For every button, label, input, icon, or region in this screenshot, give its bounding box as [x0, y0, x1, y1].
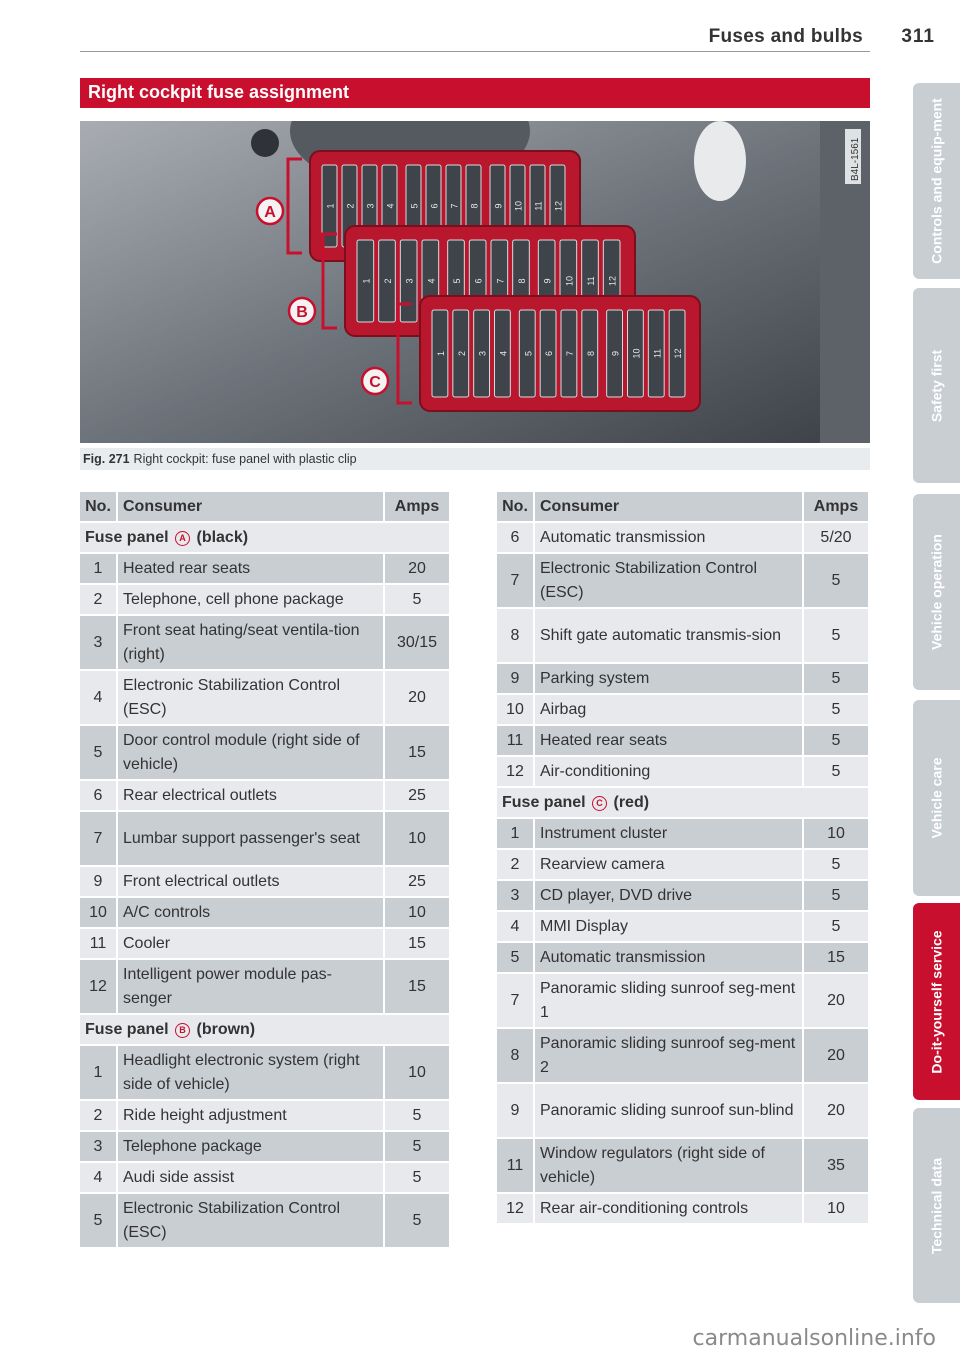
col-header-no: No.: [80, 492, 118, 523]
fuse-consumer: Panoramic sliding sunroof seg-ment 2: [535, 1029, 804, 1084]
table-row: [80, 1046, 451, 1101]
table-row: [497, 1084, 870, 1139]
fuse-number: 3: [80, 616, 118, 671]
caption-text: Right cockpit: fuse panel with plastic clip: [133, 452, 357, 466]
fuse-consumer: Telephone package: [118, 1132, 385, 1163]
group-label: Fuse panel: [502, 794, 586, 811]
fuse-amps: 5: [804, 912, 870, 943]
col-header-consumer: Consumer: [535, 492, 804, 523]
fuse-amps: 25: [385, 781, 451, 812]
fuse-amps: 20: [804, 1029, 870, 1084]
table-row: [80, 1163, 451, 1194]
fuse-amps: 10: [804, 819, 870, 850]
fuse-amps: 5: [804, 664, 870, 695]
fuse-amps: 35: [804, 1139, 870, 1194]
chapter-tab-label: Vehicle operation: [928, 534, 944, 650]
table-row: [497, 1139, 870, 1194]
page-header: [80, 24, 935, 52]
fuse-consumer: Door control module (right side of vehicle): [118, 726, 385, 781]
fuse-amps: 10: [385, 812, 451, 867]
table-row: [497, 609, 870, 664]
fuse-number-label: 7: [495, 278, 506, 284]
table-row: [497, 943, 870, 974]
fuse-number-label: 11: [586, 276, 596, 286]
panel-callout-label: A: [264, 204, 276, 221]
fuse-amps: 5: [804, 609, 870, 664]
fuse-amps: 15: [385, 960, 451, 1015]
chapter-tab-label: Technical data: [928, 1157, 944, 1254]
fuse-consumer: Audi side assist: [118, 1163, 385, 1194]
fuse-consumer: Telephone, cell phone package: [118, 585, 385, 616]
fuse-consumer: Heated rear seats: [535, 726, 804, 757]
table-row: [497, 912, 870, 943]
fuse-number-label: 9: [493, 203, 504, 209]
header-title: Fuses and bulbs: [708, 26, 863, 47]
fuse-number-label: 9: [542, 278, 553, 284]
chapter-tab[interactable]: [913, 1108, 960, 1303]
group-color: (red): [613, 794, 650, 811]
fuse-consumer: Ride height adjustment: [118, 1101, 385, 1132]
panel-callout-label: B: [296, 304, 308, 321]
fuse-number-label: 11: [652, 348, 663, 359]
fuse-table-right: [497, 492, 870, 1225]
fuse-amps: 5: [804, 850, 870, 881]
fuse-consumer: Headlight electronic system (right side of vehicle): [118, 1046, 385, 1101]
fuse-consumer: Electronic Stabilization Control (ESC): [535, 554, 804, 609]
fuse-number-label: 3: [404, 278, 415, 284]
panel-badge: C: [592, 796, 607, 811]
fuse-number: 2: [80, 585, 118, 616]
fuse-number-label: 1: [435, 350, 446, 357]
fuse-consumer: Panoramic sliding sunroof sun-blind: [535, 1084, 804, 1139]
fuse-number-label: 3: [477, 350, 488, 357]
fuse-amps: 5: [804, 881, 870, 912]
fuse-amps: 20: [804, 1084, 870, 1139]
table-row: [80, 726, 451, 781]
fuse-panel-illustration: [80, 121, 870, 443]
table-row: [497, 757, 870, 788]
chapter-tab[interactable]: [913, 288, 960, 483]
group-label: Fuse panel: [85, 529, 169, 546]
fuse-amps: 5: [385, 1163, 451, 1194]
chapter-tab-label: Controls and equip-ment: [928, 98, 944, 264]
table-row: [80, 812, 451, 867]
table-row: [80, 781, 451, 812]
fuse-number: 12: [80, 960, 118, 1015]
fuse-consumer: Window regulators (right side of vehicle): [535, 1139, 804, 1194]
fuse-number: 1: [80, 1046, 118, 1101]
chapter-tab-label: Do-it-yourself service: [928, 929, 944, 1074]
table-row: [497, 850, 870, 881]
fuse-consumer: Shift gate automatic transmis-sion: [535, 609, 804, 664]
fuse-number-label: 12: [673, 348, 684, 359]
fuse-consumer: Automatic transmission: [535, 943, 804, 974]
fuse-amps: 30/15: [385, 616, 451, 671]
chapter-tab[interactable]: [913, 83, 960, 279]
fuse-consumer: A/C controls: [118, 898, 385, 929]
fuse-amps: 25: [385, 867, 451, 898]
fuse-number-label: 10: [631, 348, 642, 359]
table-row: [497, 523, 870, 554]
fuse-consumer: Rearview camera: [535, 850, 804, 881]
fuse-number: 7: [497, 974, 535, 1029]
fuse-table-left: [80, 492, 451, 1249]
fuse-number-label: 5: [523, 350, 534, 357]
fuse-panel-figure: [80, 121, 870, 443]
fuse-number: 9: [80, 867, 118, 898]
fuse-number: 2: [497, 850, 535, 881]
fuse-number-label: 2: [345, 203, 356, 209]
fuse-number-label: 8: [517, 278, 527, 284]
caption-label: Fig. 271: [83, 452, 130, 466]
fuse-number-label: 2: [456, 350, 467, 357]
fuse-number: 3: [80, 1132, 118, 1163]
chapter-tab[interactable]: [913, 494, 960, 690]
watermark: carmanualsonline.info: [692, 1326, 936, 1351]
fuse-number-label: 9: [610, 350, 621, 357]
fuse-number-label: 11: [533, 201, 544, 211]
fuse-number: 9: [497, 1084, 535, 1139]
fuse-number: 10: [80, 898, 118, 929]
col-header-amps: Amps: [804, 492, 870, 523]
table-row: [80, 960, 451, 1015]
section-title-bar: [80, 78, 870, 108]
fuse-number: 12: [497, 1194, 535, 1225]
fuse-amps: 10: [385, 898, 451, 929]
fuse-amps: 20: [385, 671, 451, 726]
fuse-number: 4: [80, 1163, 118, 1194]
table-row: [80, 554, 451, 585]
col-header-no: No.: [497, 492, 535, 523]
fuse-consumer: Front seat hating/seat ventila-tion (right): [118, 616, 385, 671]
group-label: Fuse panel: [85, 1021, 169, 1038]
fuse-number-label: 12: [553, 200, 564, 212]
col-header-consumer: Consumer: [118, 492, 385, 523]
fuse-number: 8: [497, 609, 535, 664]
fuse-number: 5: [80, 726, 118, 781]
fuse-consumer: Electronic Stabilization Control (ESC): [118, 671, 385, 726]
fuse-number-label: 7: [449, 203, 460, 209]
fuse-number: 10: [497, 695, 535, 726]
group-color: (black): [196, 529, 249, 546]
table-row: [80, 1101, 451, 1132]
fuse-number: 6: [80, 781, 118, 812]
fuse-number: 6: [497, 523, 535, 554]
fuse-number-label: 8: [469, 203, 480, 209]
fuse-amps: 5: [385, 1132, 451, 1163]
fuse-number-label: 5: [409, 203, 420, 209]
fuse-consumer: Airbag: [535, 695, 804, 726]
chapter-tab[interactable]: [913, 903, 960, 1100]
table-row: [497, 695, 870, 726]
fuse-consumer: Cooler: [118, 929, 385, 960]
fuse-number: 1: [80, 554, 118, 585]
table-row: [497, 664, 870, 695]
fuse-panel-group-heading: [497, 788, 870, 819]
panel-badge: A: [175, 531, 190, 546]
fuse-amps: 5: [385, 585, 451, 616]
fuse-consumer: CD player, DVD drive: [535, 881, 804, 912]
fuse-amps: 5: [804, 554, 870, 609]
table-row: [80, 929, 451, 960]
fuse-number: 4: [497, 912, 535, 943]
fuse-number-label: 10: [564, 275, 575, 287]
table-row: [497, 726, 870, 757]
fuse-number-label: 5: [452, 278, 462, 284]
fuse-number: 2: [80, 1101, 118, 1132]
table-row: [497, 819, 870, 850]
fuse-consumer: Lumbar support passenger's seat: [118, 812, 385, 867]
fuse-number-label: 6: [544, 350, 555, 357]
header-rule: [80, 51, 870, 52]
fuse-number-label: 4: [385, 203, 396, 209]
figure-code: B4L-1561: [850, 137, 861, 181]
table-row: [80, 671, 451, 726]
fuse-number: 11: [497, 726, 535, 757]
fuse-consumer: MMI Display: [535, 912, 804, 943]
table-row: [497, 554, 870, 609]
fuse-number-label: 7: [564, 350, 575, 357]
fuse-number-label: 12: [607, 275, 618, 287]
fuse-number-label: 10: [513, 200, 524, 212]
fuse-amps: 15: [385, 929, 451, 960]
fuse-amps: 5: [385, 1194, 451, 1249]
fuse-number: 8: [497, 1029, 535, 1084]
page-number: 311: [901, 26, 935, 47]
fuse-consumer: Heated rear seats: [118, 554, 385, 585]
fuse-number-label: 4: [426, 278, 437, 284]
table-row: [497, 974, 870, 1029]
fuse-amps: 10: [385, 1046, 451, 1101]
fuse-number-label: 2: [383, 278, 393, 284]
fuse-amps: 10: [804, 1194, 870, 1225]
table-row: [497, 881, 870, 912]
fuse-amps: 5/20: [804, 523, 870, 554]
fuse-number-label: 4: [498, 350, 509, 357]
fuse-number-label: 1: [361, 278, 372, 284]
section-title: Right cockpit fuse assignment: [88, 82, 350, 102]
fuse-consumer: Air-conditioning: [535, 757, 804, 788]
fuse-number: 4: [80, 671, 118, 726]
table-row: [80, 898, 451, 929]
table-row: [80, 1132, 451, 1163]
fuse-number-label: 3: [365, 203, 376, 209]
fuse-number: 5: [80, 1194, 118, 1249]
chapter-tab[interactable]: [913, 700, 960, 896]
fuse-panel-group-heading: [80, 1015, 451, 1046]
fuse-consumer: Instrument cluster: [535, 819, 804, 850]
fuse-amps: 15: [804, 943, 870, 974]
table-row: [80, 867, 451, 898]
fuse-number-label: 8: [585, 350, 596, 357]
table-row: [497, 1194, 870, 1225]
fuse-number: 7: [497, 554, 535, 609]
fuse-consumer: Electronic Stabilization Control (ESC): [118, 1194, 385, 1249]
fuse-consumer: Automatic transmission: [535, 523, 804, 554]
fuse-number: 3: [497, 881, 535, 912]
fuse-number: 11: [80, 929, 118, 960]
fuse-amps: 15: [385, 726, 451, 781]
table-row: [80, 1194, 451, 1249]
fuse-number: 12: [497, 757, 535, 788]
fuse-number: 9: [497, 664, 535, 695]
fuse-amps: 5: [385, 1101, 451, 1132]
col-header-amps: Amps: [385, 492, 451, 523]
chapter-tab-label: Safety first: [928, 349, 944, 422]
figure-caption: [80, 448, 870, 470]
panel-callout-label: C: [369, 374, 381, 391]
table-row: [80, 616, 451, 671]
fuse-consumer: Rear electrical outlets: [118, 781, 385, 812]
fuse-amps: 20: [804, 974, 870, 1029]
table-row: [497, 1029, 870, 1084]
table-row: [80, 585, 451, 616]
fuse-number-label: 6: [473, 278, 484, 284]
panel-badge: B: [175, 1023, 190, 1038]
fuse-number: 5: [497, 943, 535, 974]
fuse-number-label: 1: [325, 203, 336, 209]
fuse-consumer: Front electrical outlets: [118, 867, 385, 898]
fuse-number-label: 6: [429, 203, 440, 209]
fuse-consumer: Parking system: [535, 664, 804, 695]
chapter-tab-label: Vehicle care: [928, 757, 944, 839]
fuse-consumer: Panoramic sliding sunroof seg-ment 1: [535, 974, 804, 1029]
fuse-panel-group-heading: [80, 523, 451, 554]
fuse-consumer: Rear air-conditioning controls: [535, 1194, 804, 1225]
fuse-amps: 5: [804, 757, 870, 788]
group-color: (brown): [196, 1021, 256, 1038]
fuse-number: 11: [497, 1139, 535, 1194]
fuse-amps: 5: [804, 726, 870, 757]
fuse-consumer: Intelligent power module pas-senger: [118, 960, 385, 1015]
fuse-amps: 5: [804, 695, 870, 726]
fuse-number: 7: [80, 812, 118, 867]
fuse-number: 1: [497, 819, 535, 850]
fuse-amps: 20: [385, 554, 451, 585]
